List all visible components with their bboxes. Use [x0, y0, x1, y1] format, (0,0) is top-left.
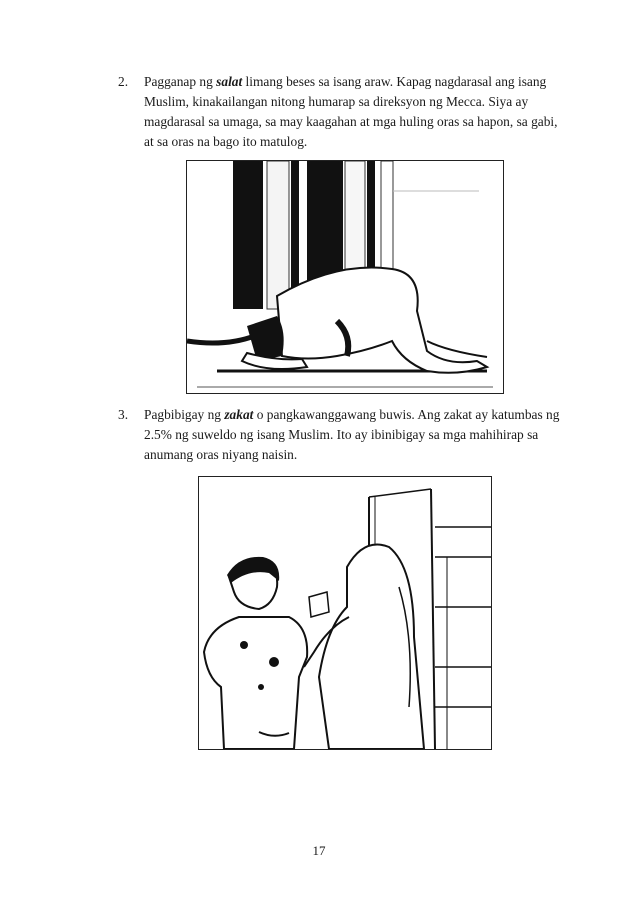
list-item-salat [118, 72, 568, 152]
illustration-giving-zakat [198, 476, 492, 750]
item-number: 3. [118, 407, 129, 422]
illustration-praying [186, 160, 504, 394]
item-number: 2. [118, 74, 129, 89]
keyword-salat: salat [216, 74, 243, 89]
page-number: 17 [312, 843, 326, 858]
item-text: Pagbibigay ng zakat o pangkawanggawang buwis. Ang zakat ay katumbas ng 2.5% ng suweldo ng isang Muslim. Ito ay ibinibigay sa mga mahihirap sa anumang oras niyang naisin. [144, 407, 560, 462]
item-text: Pagganap ng salat limang beses sa isang araw. Kapag nagdarasal ang isang Muslim, kinakailangan nitong humarap sa direksyon ng Mecca. Siya ay magdarasal sa umaga, sa may kaagahan at mga huling oras sa hapon, sa gabi, at sa oras na bago ito matulog. [144, 74, 558, 149]
keyword-zakat: zakat [224, 407, 254, 422]
list-item-zakat [118, 405, 568, 465]
giving-alms-drawing [199, 477, 491, 749]
praying-person-drawing [187, 161, 503, 393]
